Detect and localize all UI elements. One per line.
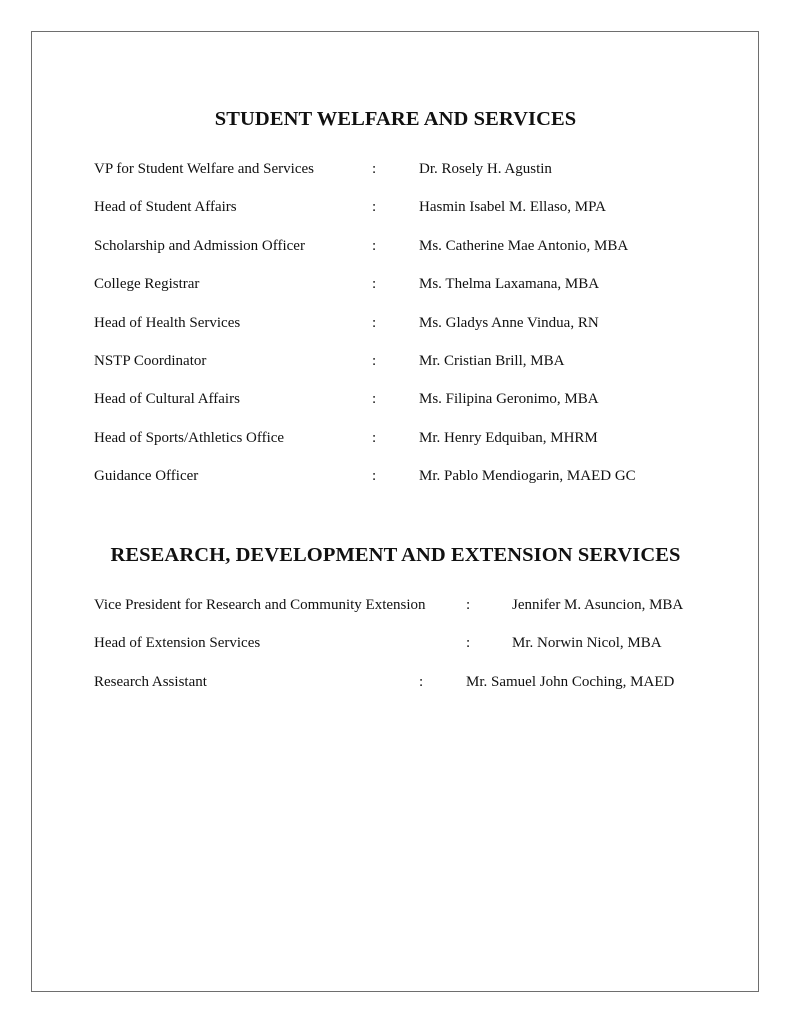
separator: : [372,315,377,331]
separator: : [372,391,377,407]
section-title-student-welfare: STUDENT WELFARE AND SERVICES [214,108,577,130]
role-label: Head of Cultural Affairs [94,391,240,407]
person-name: Mr. Pablo Mendiogarin, MAED GC [419,468,636,484]
role-label: NSTP Coordinator [94,353,207,369]
role-label: Head of Sports/Athletics Office [94,430,285,446]
directory-row [0,466,791,486]
directory-row [0,595,791,615]
person-name: Ms. Filipina Geronimo, MBA [419,391,599,407]
person-name: Jennifer M. Asuncion, MBA [512,597,684,613]
role-label: Research Assistant [94,674,207,690]
directory-row [0,197,791,217]
separator: : [372,161,377,177]
person-name: Mr. Henry Edquiban, MHRM [419,430,598,446]
separator: : [372,430,377,446]
person-name: Ms. Catherine Mae Antonio, MBA [419,238,629,254]
person-name: Ms. Gladys Anne Vindua, RN [419,315,599,331]
separator: : [419,674,424,690]
person-name: Mr. Cristian Brill, MBA [419,353,565,369]
role-label: VP for Student Welfare and Services [94,161,314,177]
directory-row [0,313,791,333]
directory-row [0,236,791,256]
role-label: Vice President for Research and Community Extension [94,597,426,613]
directory-row [0,672,791,692]
directory-row [0,351,791,371]
separator: : [372,199,377,215]
person-name: Ms. Thelma Laxamana, MBA [419,276,600,292]
person-name: Mr. Samuel John Coching, MAED [466,674,675,690]
role-label: Head of Health Services [94,315,241,331]
role-label: College Registrar [94,276,200,292]
directory-row [0,159,791,179]
directory-row [0,389,791,409]
separator: : [372,468,377,484]
directory-row [0,633,791,653]
person-name: Hasmin Isabel M. Ellaso, MPA [419,199,606,215]
section-title-research-extension: RESEARCH, DEVELOPMENT AND EXTENSION SERVICES [110,544,681,566]
separator: : [372,276,377,292]
separator: : [372,353,377,369]
directory-row [0,428,791,448]
role-label: Head of Student Affairs [94,199,237,215]
separator: : [466,635,471,651]
separator: : [466,597,471,613]
role-label: Head of Extension Services [94,635,261,651]
separator: : [372,238,377,254]
person-name: Mr. Norwin Nicol, MBA [512,635,662,651]
person-name: Dr. Rosely H. Agustin [419,161,552,177]
role-label: Guidance Officer [94,468,199,484]
role-label: Scholarship and Admission Officer [94,238,305,254]
directory-row [0,274,791,294]
